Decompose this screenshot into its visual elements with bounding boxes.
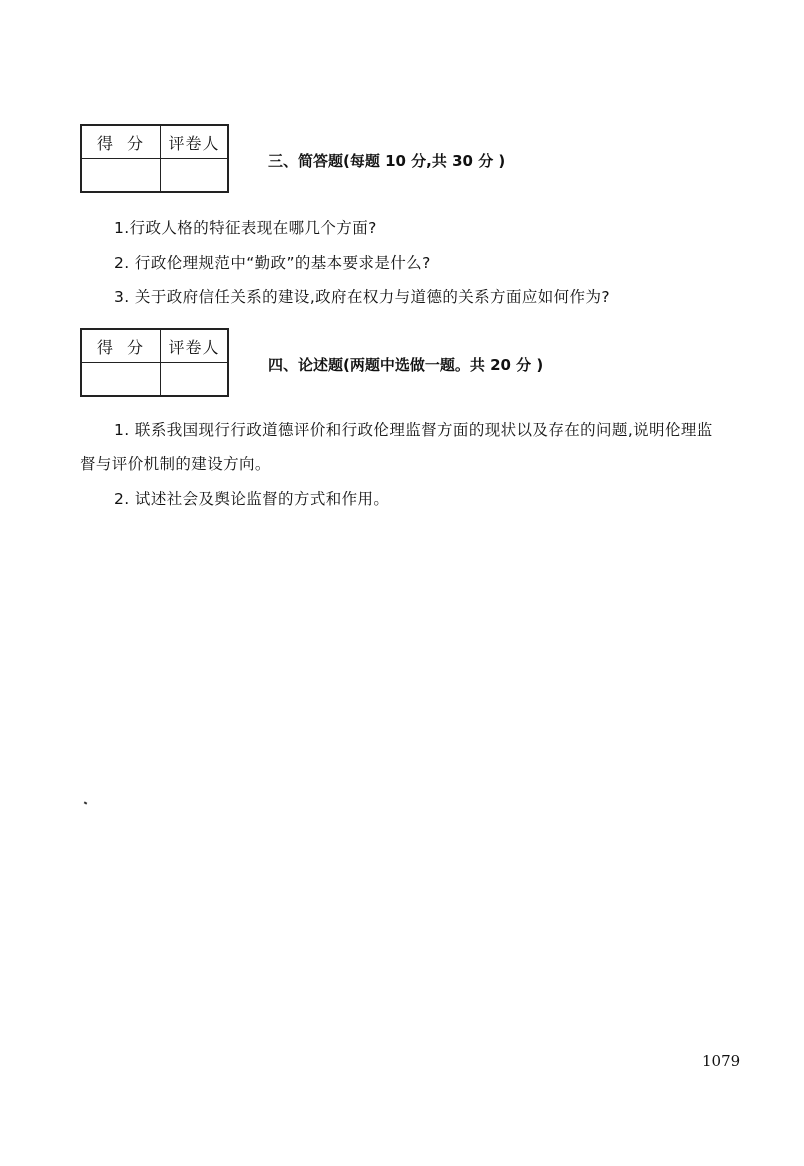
- score-label: 得分: [81, 125, 161, 159]
- grader-cell[interactable]: [161, 159, 229, 193]
- grader-label: 评卷人: [161, 329, 229, 363]
- section-3-question-1: 1.行政人格的特征表现在哪几个方面?: [114, 219, 377, 237]
- section-4-title: 四、论述题(两题中选做一题。共 20 分 ): [268, 356, 544, 374]
- score-table-section-4: [80, 328, 229, 397]
- grader-label: 评卷人: [161, 125, 229, 159]
- section-3-question-2: 2. 行政伦理规范中“勤政”的基本要求是什么?: [114, 254, 431, 272]
- section-3-title: 三、简答题(每题 10 分,共 30 分 ): [268, 152, 506, 170]
- scan-speck: [84, 801, 88, 804]
- grader-cell[interactable]: [161, 363, 229, 397]
- score-cell[interactable]: [81, 159, 161, 193]
- score-label: 得分: [81, 329, 161, 363]
- section-3-question-3: 3. 关于政府信任关系的建设,政府在权力与道德的关系方面应如何作为?: [114, 288, 610, 306]
- section-4-question-1: 1. 联系我国现行行政道德评价和行政伦理监督方面的现状以及存在的问题,说明伦理监督与评价机制的建设方向。: [80, 421, 713, 473]
- section-4-question-2: 2. 试述社会及舆论监督的方式和作用。: [114, 490, 390, 508]
- score-cell[interactable]: [81, 363, 161, 397]
- page-number: 1079: [702, 1052, 741, 1070]
- score-table-section-3: [80, 124, 229, 193]
